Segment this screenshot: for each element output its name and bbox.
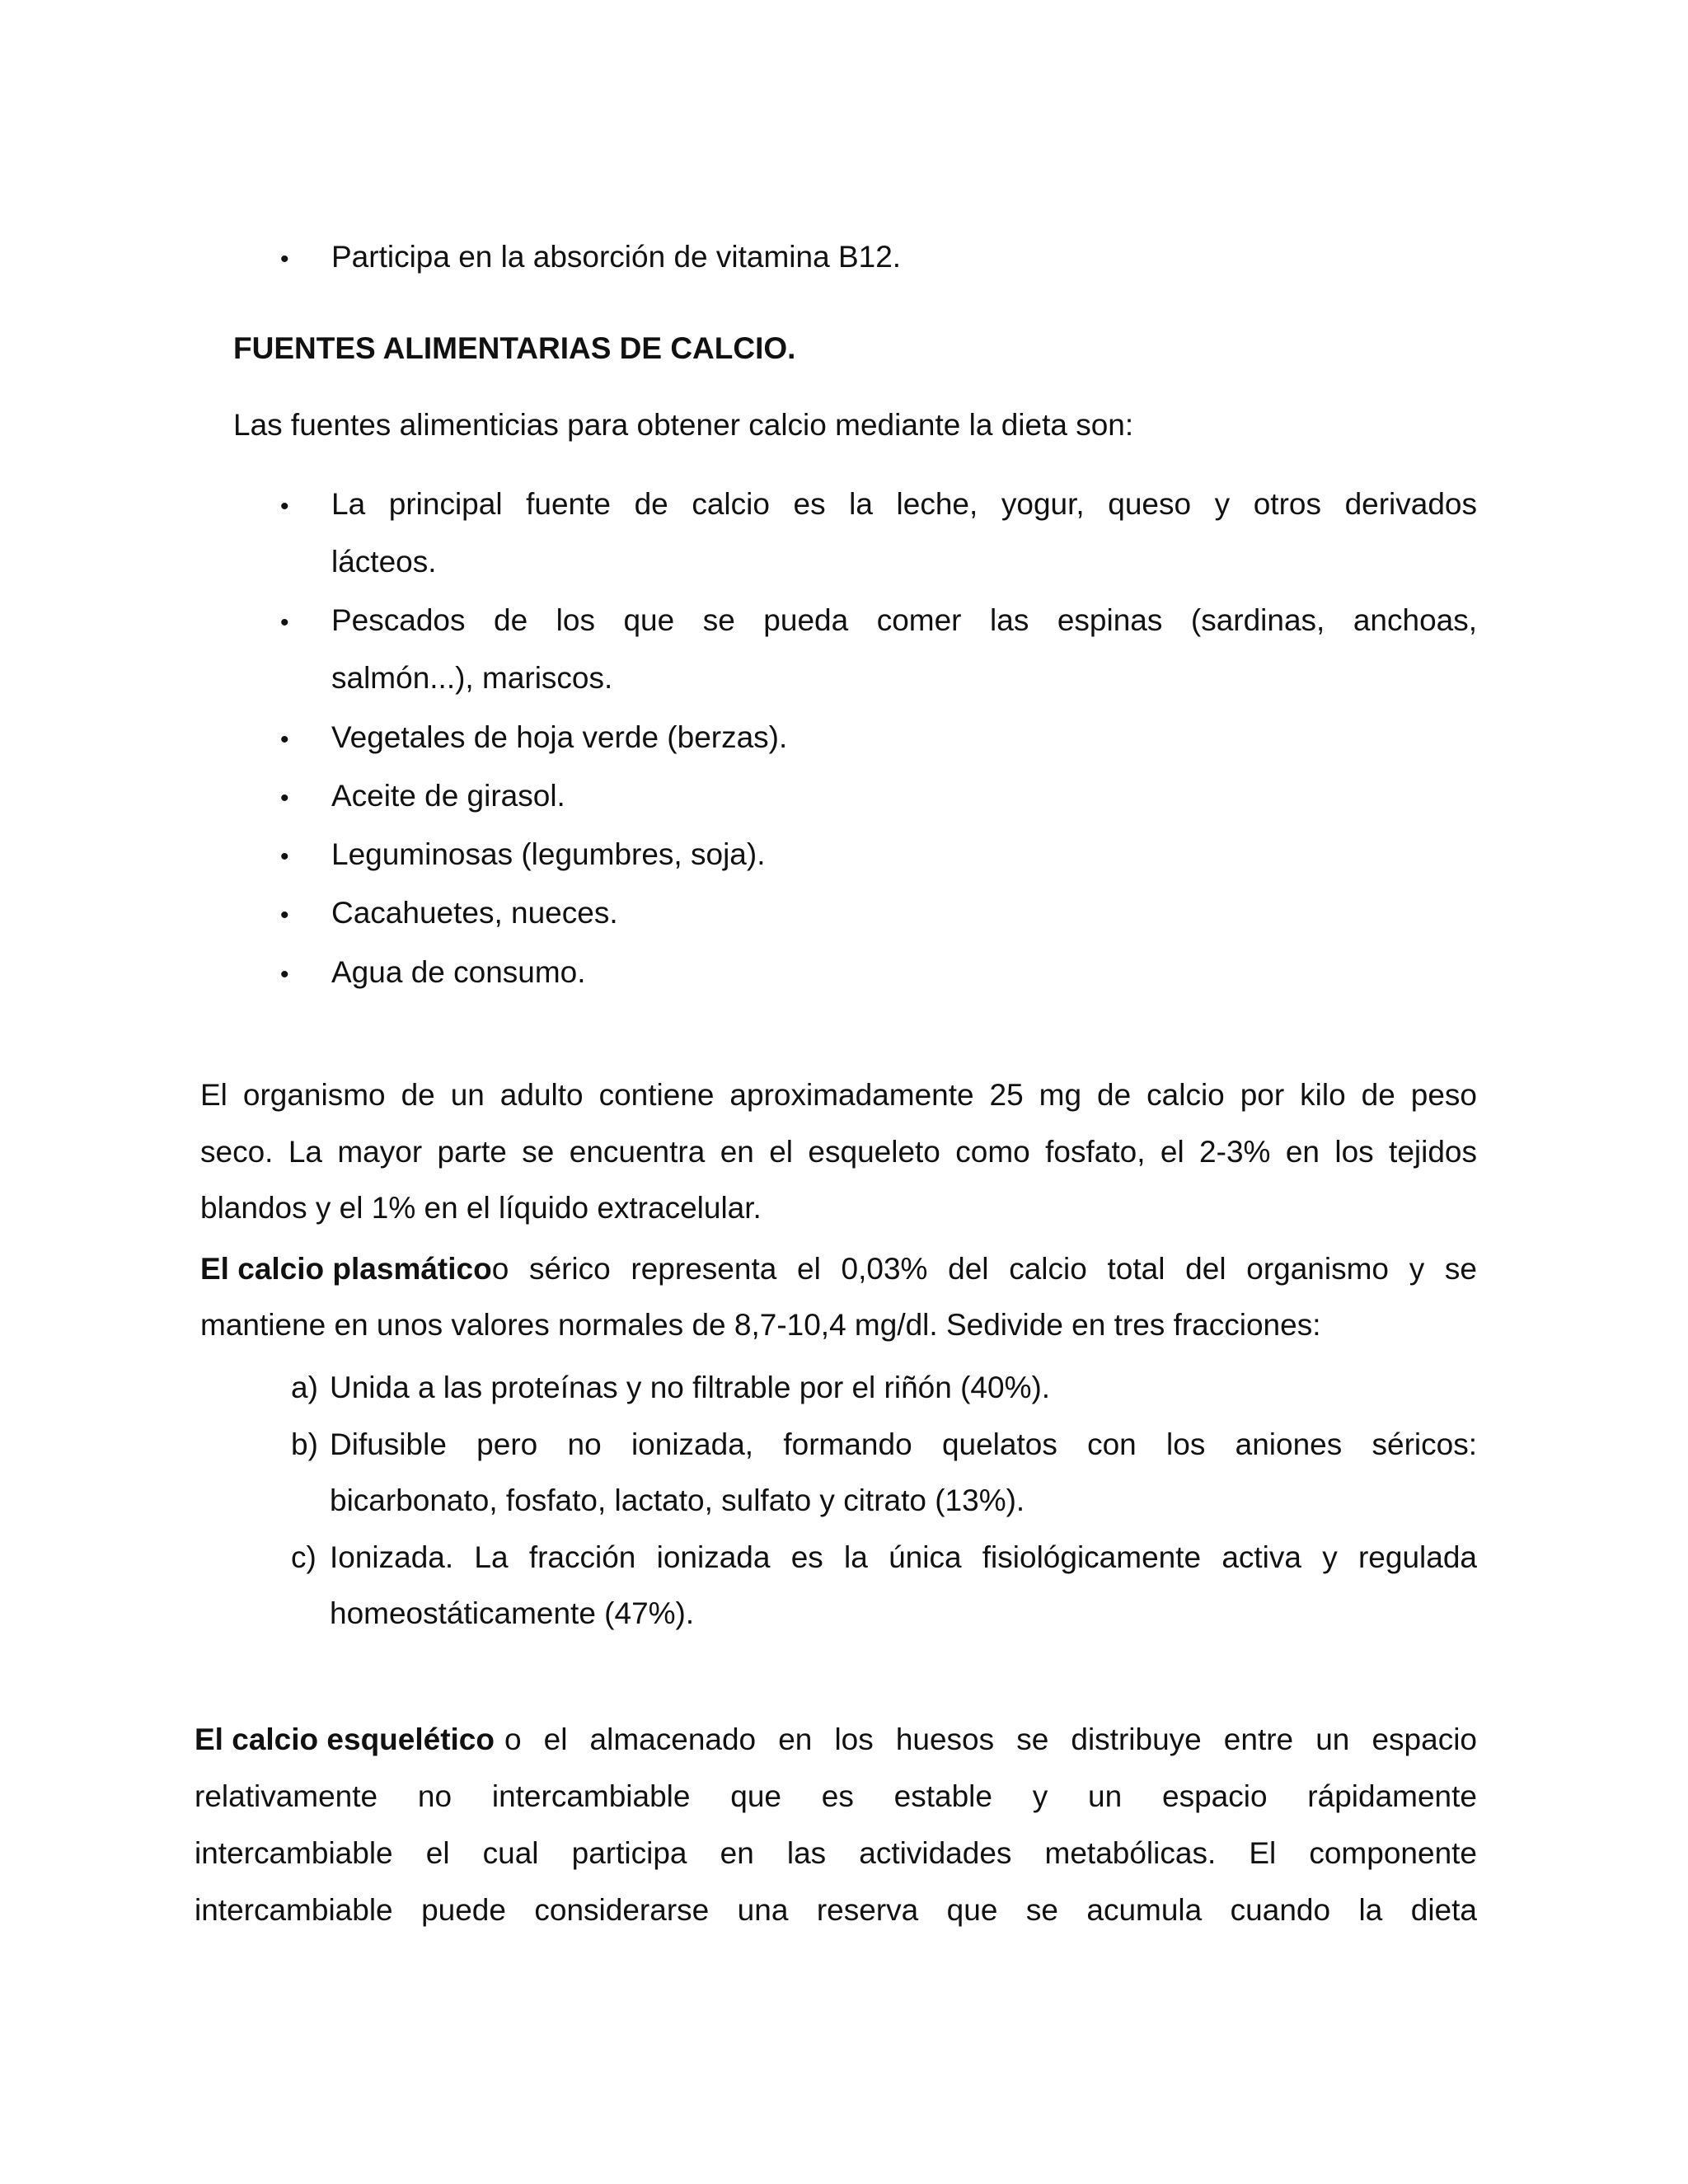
paragraph-line-rest: o el almacenado en los huesos se distribuye entre un espacio bbox=[504, 1722, 1477, 1756]
bold-term: El calcio plasmático bbox=[200, 1252, 492, 1286]
list-item: La principal fuente de calcio es la leche, yogur, queso y otros derivados bbox=[331, 487, 1477, 521]
list-item-continuation: salmón...), mariscos. bbox=[331, 661, 613, 695]
list-item: Leguminosas (legumbres, soja). bbox=[331, 837, 766, 871]
list-item: Pescados de los que se pueda comer las espinas (sardinas, anchoas, bbox=[331, 603, 1477, 637]
list-item: Agua de consumo. bbox=[331, 955, 586, 989]
list-item-continuation: homeostáticamente (47%). bbox=[330, 1596, 695, 1630]
list-item: Unida a las proteínas y no filtrable por el riñón (40%). bbox=[330, 1371, 1051, 1404]
bullet-icon: • bbox=[280, 785, 289, 812]
paragraph-line: El organismo de un adulto contiene aproximadamente 25 mg de calcio por kilo de peso bbox=[200, 1078, 1477, 1112]
paragraph-line: intercambiable el cual participa en las actividades metabólicas. El componente bbox=[195, 1836, 1477, 1870]
bold-term: El calcio esquelético bbox=[195, 1722, 495, 1756]
bullet-icon: • bbox=[280, 493, 289, 520]
paragraph-line: seco. La mayor parte se encuentra en el esqueleto como fosfato, el 2-3% en los tejidos bbox=[200, 1135, 1477, 1169]
list-item-continuation: lácteos. bbox=[331, 545, 437, 579]
bullet-icon: • bbox=[280, 902, 289, 929]
list-item-continuation: bicarbonato, fosfato, lactato, sulfato y citrato (13%). bbox=[330, 1483, 1025, 1517]
list-item: Difusible pero no ionizada, formando quelatos con los aniones séricos: bbox=[330, 1427, 1477, 1461]
paragraph-line bbox=[195, 1724, 1477, 1755]
bullet-icon: • bbox=[280, 961, 289, 988]
bullet-icon: • bbox=[280, 843, 289, 870]
paragraph-line-rest: o sérico representa el 0,03% del calcio total del organismo y se bbox=[491, 1252, 1477, 1286]
bullet-icon: • bbox=[280, 609, 289, 636]
list-item: Vegetales de hoja verde (berzas). bbox=[331, 720, 788, 754]
paragraph-line: mantiene en unos valores normales de 8,7-10,4 mg/dl. Sedivide en tres fracciones: bbox=[200, 1308, 1321, 1342]
paragraph-line: relativamente no intercambiable que es estable y un espacio rápidamente bbox=[195, 1779, 1477, 1813]
paragraph-line: intercambiable puede considerarse una reserva que se acumula cuando la dieta bbox=[195, 1893, 1477, 1927]
bullet-icon: • bbox=[280, 726, 289, 753]
list-marker: c) bbox=[291, 1540, 316, 1574]
list-marker: b) bbox=[291, 1427, 318, 1461]
list-item: Ionizada. La fracción ionizada es la única fisiológicamente activa y regulada bbox=[330, 1540, 1477, 1574]
list-marker: a) bbox=[291, 1371, 318, 1404]
list-item: Aceite de girasol. bbox=[331, 779, 565, 813]
list-item: Participa en la absorción de vitamina B12. bbox=[331, 240, 902, 274]
bullet-icon: • bbox=[280, 246, 289, 273]
list-item: Cacahuetes, nueces. bbox=[331, 896, 618, 930]
section-heading: FUENTES ALIMENTARIAS DE CALCIO. bbox=[233, 331, 796, 365]
paragraph-line: blandos y el 1% en el líquido extracelular. bbox=[200, 1191, 762, 1225]
section-intro: Las fuentes alimenticias para obtener calcio mediante la dieta son: bbox=[233, 408, 1134, 442]
paragraph-line bbox=[200, 1254, 1477, 1284]
